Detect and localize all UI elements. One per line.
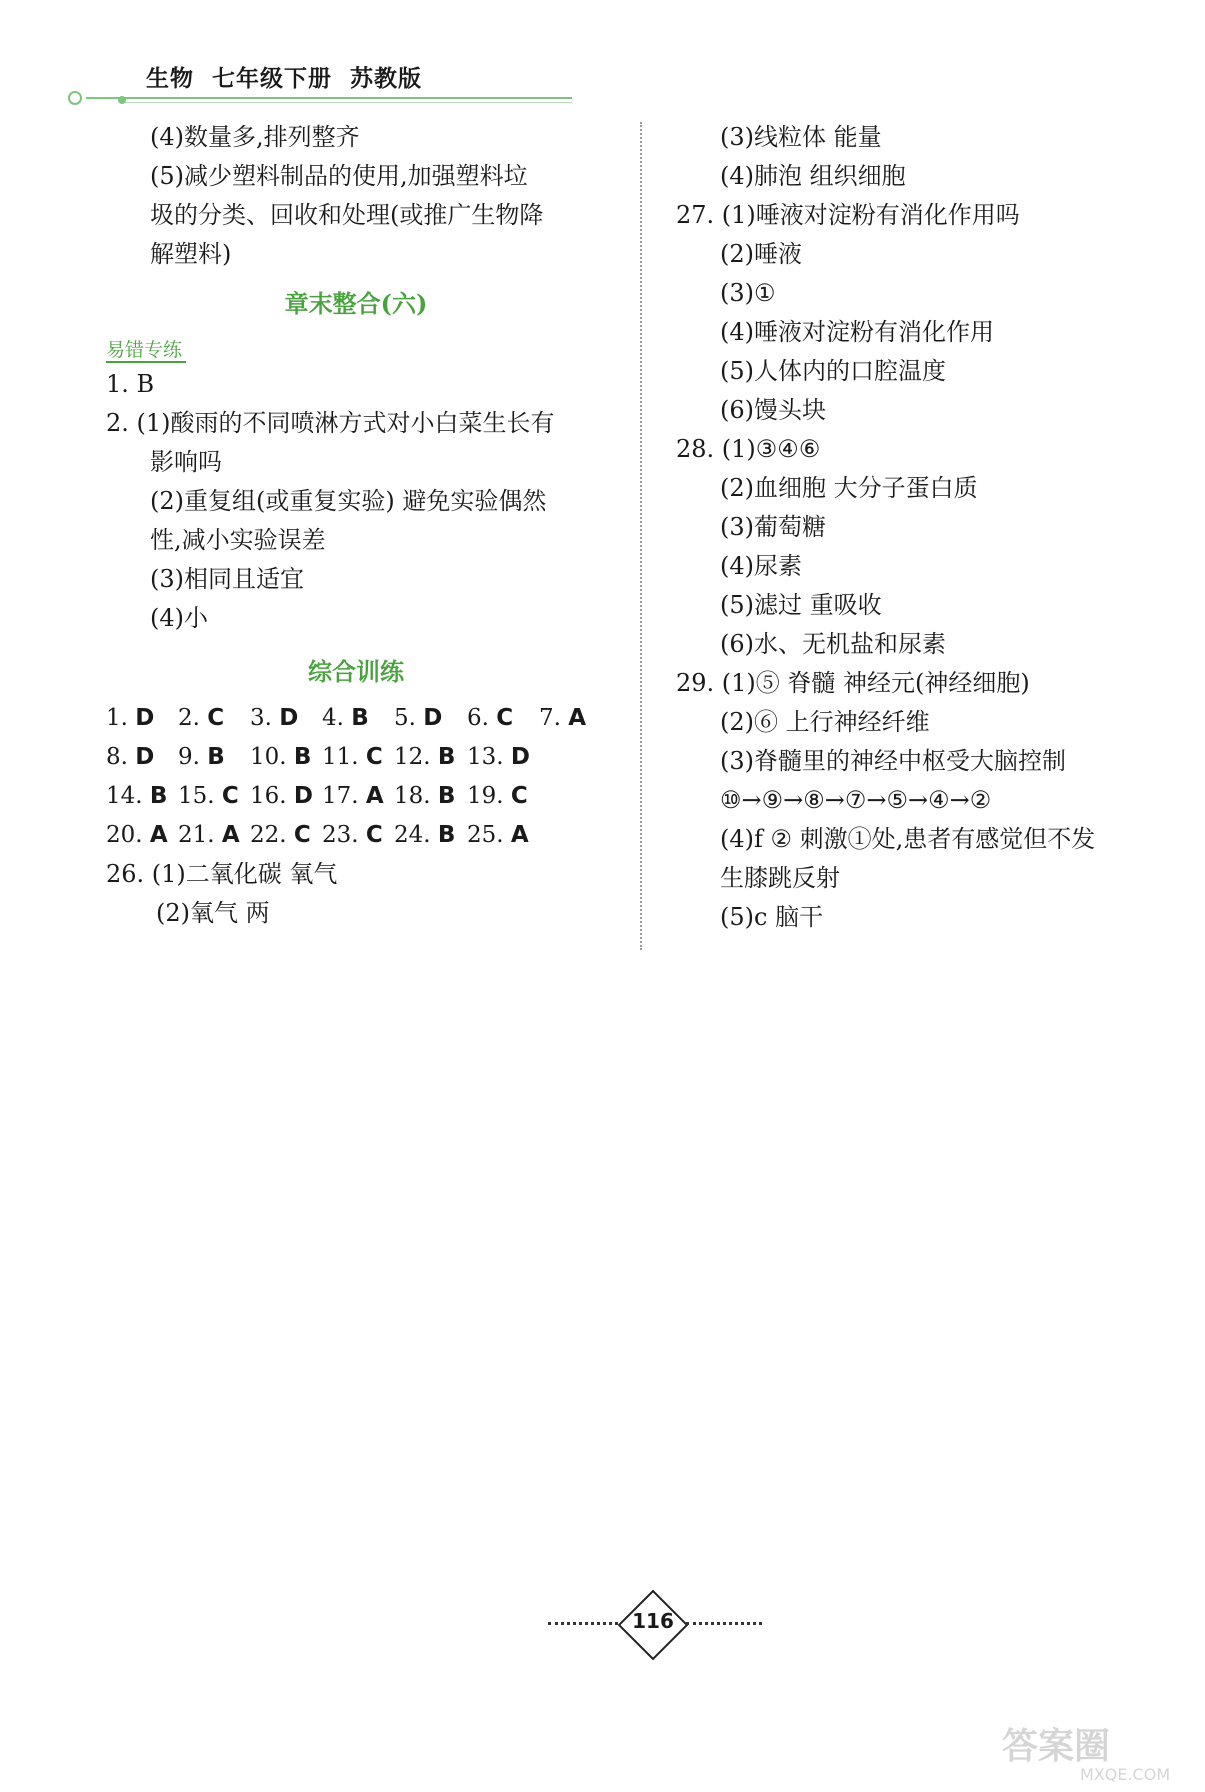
choice-answer: 5. D (394, 705, 443, 731)
choice-answer: 25. A (467, 822, 529, 848)
answer-line: 26. (1)二氧化碳 氧气 (106, 860, 338, 888)
choice-answer: 13. D (467, 744, 530, 770)
answer-line: 生膝跳反射 (720, 864, 840, 892)
choice-answer: 9. B (178, 744, 225, 770)
svg-text:MXQE.COM: MXQE.COM (1080, 1765, 1171, 1784)
header-dot-ornament (118, 96, 126, 104)
answer-line: (4)肺泡 组织细胞 (720, 162, 906, 190)
answer-line: (2)氧气 两 (156, 899, 270, 927)
answer-line: (3)脊髓里的神经中枢受大脑控制 (720, 747, 1066, 775)
choice-answer: 22. C (250, 822, 311, 848)
choice-answer: 18. B (394, 783, 456, 809)
answer-line: (4)f ② 刺激①处,患者有感觉但不发 (720, 825, 1096, 853)
page-number: 116 (632, 1609, 674, 1633)
header-rule-thin (120, 102, 572, 103)
section-title-chapter-review: 章末整合(六) (284, 289, 428, 318)
answer-line: 29. (1)⑤ 脊髓 神经元(神经细胞) (676, 669, 1030, 697)
choice-answer: 21. A (178, 822, 240, 848)
answer-line: (4)小 (150, 604, 208, 632)
answer-line: (2)⑥ 上行神经纤维 (720, 708, 930, 736)
error-practice-tag: 易错专练 (106, 339, 186, 363)
right-column (676, 118, 1176, 937)
choice-answer: 8. D (106, 744, 155, 770)
choice-answer: 23. C (322, 822, 383, 848)
answer-line: (4)数量多,排列整齐 (150, 123, 360, 151)
answer-line: (3)线粒体 能量 (720, 123, 882, 151)
svg-text:答案圈: 答案圈 (1002, 1726, 1111, 1767)
choice-answer: 4. B (322, 705, 369, 731)
choice-answer: 24. B (394, 822, 456, 848)
answer-line: (5)人体内的口腔温度 (720, 357, 946, 385)
left-top-lines (106, 118, 606, 274)
left-column (106, 118, 606, 933)
answer-line: (3)葡萄糖 (720, 513, 826, 541)
answer-line: 2. (1)酸雨的不同喷淋方式对小白菜生长有 (106, 409, 555, 437)
header-rule (86, 97, 572, 99)
choice-answer (539, 816, 611, 855)
section-title-comprehensive: 综合训练 (308, 657, 404, 686)
answer-line: (2)重复组(或重复实验) 避免实验偶然 (150, 487, 547, 515)
choice-answer: 1. D (106, 705, 155, 731)
choice-answer: 16. D (250, 783, 313, 809)
answer-line: (6)水、无机盐和尿素 (720, 630, 946, 658)
answer-line: (2)唾液 (720, 240, 802, 268)
answer-line: 性,减小实验误差 (150, 526, 326, 554)
answer-line: 解塑料) (150, 240, 232, 268)
answer-line: 27. (1)唾液对淀粉有消化作用吗 (676, 201, 1020, 229)
right-answer-lines (676, 118, 1176, 937)
choice-answer: 10. B (250, 744, 312, 770)
answer-line: ⑩→⑨→⑧→⑦→⑤→④→② (720, 786, 992, 814)
choice-answer: 19. C (467, 783, 528, 809)
page-number-dots-right (686, 1622, 762, 1625)
answer-line: (4)尿素 (720, 552, 802, 580)
answer-line: 28. (1)③④⑥ (676, 435, 821, 463)
answer-line: (3)相同且适宜 (150, 565, 304, 593)
choice-answer: 3. D (250, 705, 299, 731)
column-divider (640, 122, 642, 950)
answer-line: (5)c 脑干 (720, 903, 824, 931)
choice-answer: 14. B (106, 783, 168, 809)
choice-answer: 7. A (539, 705, 587, 731)
choice-answer: 2. C (178, 705, 225, 731)
choice-answer: 20. A (106, 822, 168, 848)
left-tail-lines (106, 855, 606, 933)
error-practice-answers (106, 365, 606, 638)
answer-line: (6)馒头块 (720, 396, 826, 424)
choice-answer (539, 738, 611, 777)
answer-line: (5)滤过 重吸收 (720, 591, 882, 619)
answer-line: (4)唾液对淀粉有消化作用 (720, 318, 994, 346)
page-number-dots-left (548, 1622, 624, 1625)
header-title: 生物 七年级下册 苏教版 (146, 66, 423, 92)
answer-line: 圾的分类、回收和处理(或推广生物降 (150, 201, 544, 229)
choice-answer: 17. A (322, 783, 384, 809)
multiple-choice-answer-grid (106, 699, 606, 855)
answer-line: 1. B (106, 370, 155, 398)
watermark-logo-icon (1000, 1720, 1195, 1784)
answer-line: (3)① (720, 279, 776, 307)
choice-answer: 6. C (467, 705, 514, 731)
header-circle-ornament (68, 91, 82, 105)
choice-answer: 15. C (178, 783, 239, 809)
answer-line: 影响吗 (150, 448, 222, 476)
answer-line: (5)减少塑料制品的使用,加强塑料垃 (150, 162, 528, 190)
answer-line: (2)血细胞 大分子蛋白质 (720, 474, 978, 502)
choice-answer: 11. C (322, 744, 383, 770)
watermark-logo (1000, 1720, 1195, 1784)
choice-answer (539, 777, 611, 816)
choice-answer: 12. B (394, 744, 456, 770)
